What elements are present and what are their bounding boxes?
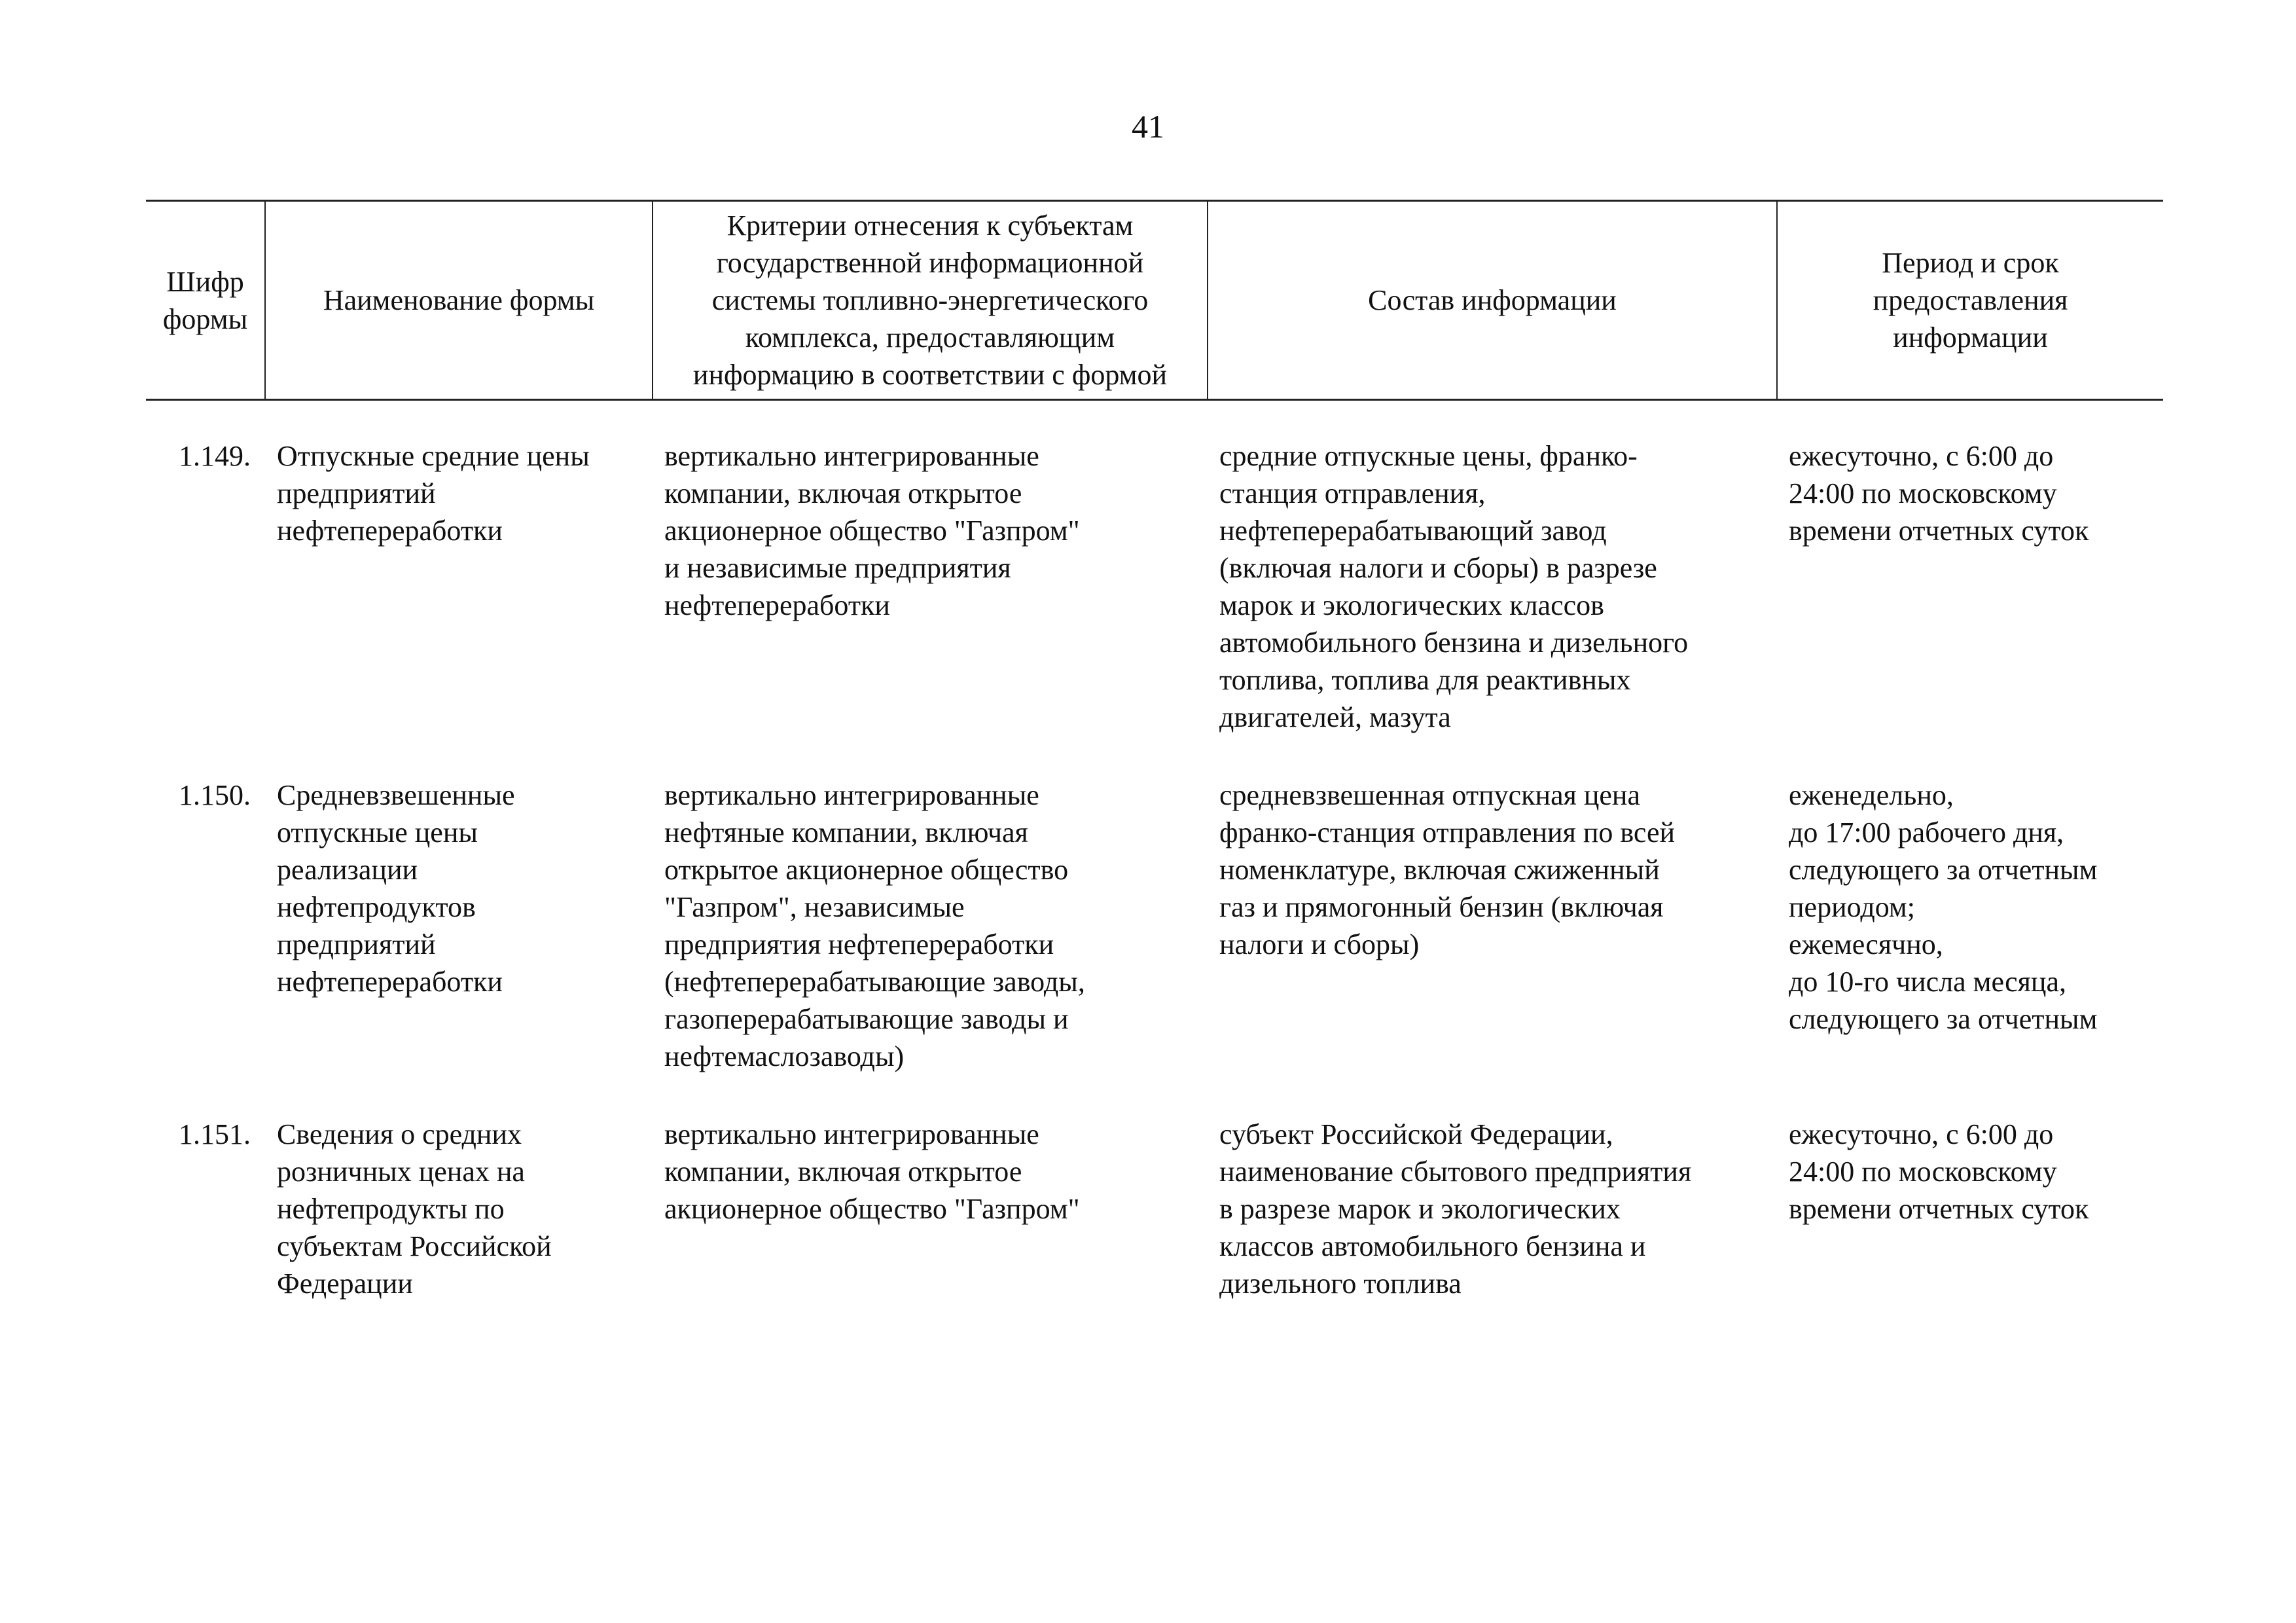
- row-period-deadline: ежесуточно, с 6:00 до 24:00 по московскому времени отчетных суток: [1789, 1118, 2089, 1225]
- table-row: [146, 400, 2163, 737]
- row-form-name: Сведения о средних розничных ценах на нефтепродукты по субъектам Российской Федерации: [277, 1118, 552, 1300]
- header-information-content: Состав информации: [1208, 201, 1777, 400]
- header-form-name: Наименование формы: [265, 201, 653, 400]
- table-row: [146, 1075, 2163, 1302]
- header-criteria: Критерии отнесения к субъектам государственной информационной системы топливно-энергетического комплекса, предоставляющим информацию в соответствии с формой: [653, 201, 1208, 400]
- table-header-row: [146, 201, 2163, 400]
- row-form-name: Средневзвешенные отпускные цены реализации нефтепродуктов предприятий нефтепереработки: [277, 779, 515, 998]
- forms-table: [146, 200, 2163, 1302]
- row-form-code: 1.149.: [179, 440, 251, 472]
- row-information-content: средние отпускные цены, франко- станция отправления, нефтеперерабатывающий завод (включая налоги и сборы) в разрезе марок и экологических классов автомобильного бензина и дизельного топлива, топлива для реактивных двигателей, мазута: [1219, 440, 1689, 733]
- row-criteria: вертикально интегрированные компании, включая открытое акционерное общество "Газпром" и независимые предприятия нефтепереработки: [664, 440, 1080, 621]
- row-information-content: средневзвешенная отпускная цена франко-станция отправления по всей номенклатуре, включая сжиженный газ и прямогонный бензин (включая налоги и сборы): [1219, 779, 1676, 960]
- row-form-name: Отпускные средние цены предприятий нефтепереработки: [277, 440, 590, 547]
- row-period-deadline: ежесуточно, с 6:00 до 24:00 по московскому времени отчетных суток: [1789, 440, 2089, 547]
- row-criteria: вертикально интегрированные нефтяные компании, включая открытое акционерное общество "Газпром", независимые предприятия нефтепереработки (нефтеперерабатывающие заводы, газоперерабатывающие заводы и нефтемаслозаводы): [664, 779, 1085, 1072]
- header-form-code: Шифр формы: [146, 201, 265, 400]
- row-information-content: субъект Российской Федерации, наименование сбытового предприятия в разрезе марок и экологических классов автомобильного бензина и дизельного топлива: [1219, 1118, 1692, 1300]
- row-period-deadline: еженедельно, до 17:00 рабочего дня, следующего за отчетным периодом; ежемесячно, до 10-го числа месяца, следующего за отчетным: [1789, 779, 2098, 1035]
- page-number: 41: [1132, 108, 1164, 145]
- table-row: [146, 736, 2163, 1075]
- header-period-deadline: Период и срок предоставления информации: [1777, 201, 2163, 400]
- row-form-code: 1.150.: [179, 779, 251, 811]
- row-form-code: 1.151.: [179, 1118, 251, 1150]
- row-criteria: вертикально интегрированные компании, включая открытое акционерное общество "Газпром": [664, 1118, 1080, 1225]
